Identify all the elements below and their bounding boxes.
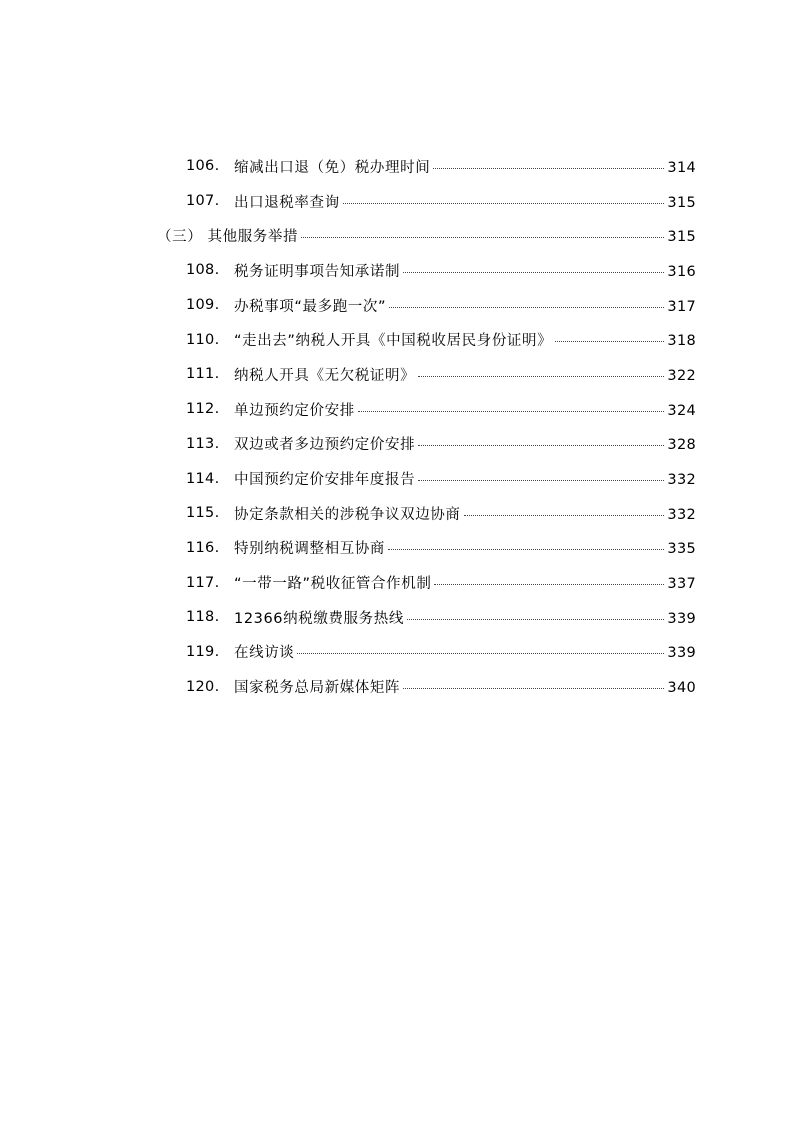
toc-entry-number: 112.: [186, 401, 220, 418]
toc-entry-title: “一带一路”税收征管合作机制: [234, 576, 432, 593]
toc-entry-title: 办税事项“最多跑一次”: [234, 298, 387, 315]
toc-entry-number: 116.: [186, 539, 220, 556]
toc-entry-title: 税务证明事项告知承诺制: [234, 263, 401, 280]
table-of-contents: [0, 149, 794, 704]
dot-leader: [297, 653, 664, 654]
toc-entry-109[interactable]: [0, 288, 794, 323]
dot-leader: [407, 619, 664, 620]
toc-entry-title: 中国预约定价安排年度报告: [234, 472, 416, 489]
toc-entry-page: 322: [667, 367, 696, 384]
dot-leader: [358, 411, 665, 412]
toc-entry-number: 120.: [186, 678, 220, 695]
toc-entry-number: 117.: [186, 574, 220, 591]
toc-entry-page: 328: [667, 437, 696, 454]
toc-entry-number: 107.: [186, 193, 220, 210]
dot-leader: [389, 307, 664, 308]
toc-entry-title: 12366纳税缴费服务热线: [234, 610, 404, 627]
dot-leader: [403, 688, 664, 689]
dot-leader: [418, 480, 664, 481]
toc-entry-120[interactable]: [0, 669, 794, 704]
toc-section-title: （三） 其他服务举措: [157, 229, 299, 246]
toc-entry-title: 特别纳税调整相互协商: [234, 541, 385, 558]
toc-entry-118[interactable]: [0, 600, 794, 635]
toc-entry-115[interactable]: [0, 496, 794, 531]
toc-entry-page: 339: [667, 610, 696, 627]
toc-entry-number: 110.: [186, 331, 220, 348]
toc-entry-page: 332: [667, 506, 696, 523]
toc-entry-number: 119.: [186, 643, 220, 660]
toc-entry-page: 337: [667, 576, 696, 593]
toc-entry-number: 114.: [186, 470, 220, 487]
toc-entry-117[interactable]: [0, 565, 794, 600]
dot-leader: [433, 168, 664, 169]
toc-entry-110[interactable]: [0, 322, 794, 357]
toc-entry-title: 双边或者多边预约定价安排: [234, 437, 416, 454]
toc-entry-119[interactable]: [0, 635, 794, 670]
toc-entry-page: 318: [667, 333, 696, 350]
dot-leader: [343, 203, 665, 204]
toc-entry-number: 118.: [186, 609, 220, 626]
toc-entry-number: 113.: [186, 435, 220, 452]
dot-leader: [464, 515, 665, 516]
toc-entry-page: 315: [667, 194, 696, 211]
toc-entry-107[interactable]: [0, 184, 794, 219]
toc-entry-page: 332: [667, 472, 696, 489]
toc-entry-page: 340: [667, 680, 696, 697]
toc-entry-page: 314: [667, 159, 696, 176]
dot-leader: [555, 341, 664, 342]
dot-leader: [301, 237, 664, 238]
toc-entry-106[interactable]: [0, 149, 794, 184]
toc-entry-111[interactable]: [0, 357, 794, 392]
dot-leader: [418, 445, 664, 446]
toc-entry-113[interactable]: [0, 427, 794, 462]
toc-entry-108[interactable]: [0, 253, 794, 288]
toc-entry-title: 纳税人开具《无欠税证明》: [234, 367, 416, 384]
toc-section-other-services[interactable]: [0, 218, 794, 253]
toc-entry-title: 协定条款相关的涉税争议双边协商: [234, 506, 461, 523]
toc-entry-114[interactable]: [0, 461, 794, 496]
dot-leader: [434, 584, 664, 585]
toc-entry-number: 111.: [186, 366, 220, 383]
toc-entry-116[interactable]: [0, 531, 794, 566]
dot-leader: [403, 272, 664, 273]
toc-entry-number: 109.: [186, 297, 220, 314]
toc-entry-title: 出口退税率查询: [234, 194, 340, 211]
toc-entry-112[interactable]: [0, 392, 794, 427]
toc-entry-number: 108.: [186, 262, 220, 279]
toc-entry-page: 316: [667, 263, 696, 280]
toc-entry-number: 106.: [186, 158, 220, 175]
toc-entry-page: 335: [667, 541, 696, 558]
toc-entry-page: 339: [667, 645, 696, 662]
toc-entry-title: 在线访谈: [234, 645, 295, 662]
toc-entry-title: 单边预约定价安排: [234, 402, 355, 419]
toc-entry-title: “走出去”纳税人开具《中国税收居民身份证明》: [234, 333, 553, 350]
dot-leader: [418, 376, 664, 377]
toc-entry-title: 国家税务总局新媒体矩阵: [234, 680, 401, 697]
toc-entry-page: 317: [667, 298, 696, 315]
dot-leader: [388, 549, 664, 550]
toc-entry-page: 324: [667, 402, 696, 419]
toc-entry-title: 缩减出口退（免）税办理时间: [234, 159, 431, 176]
toc-entry-page: 315: [667, 229, 696, 246]
toc-entry-number: 115.: [186, 505, 220, 522]
